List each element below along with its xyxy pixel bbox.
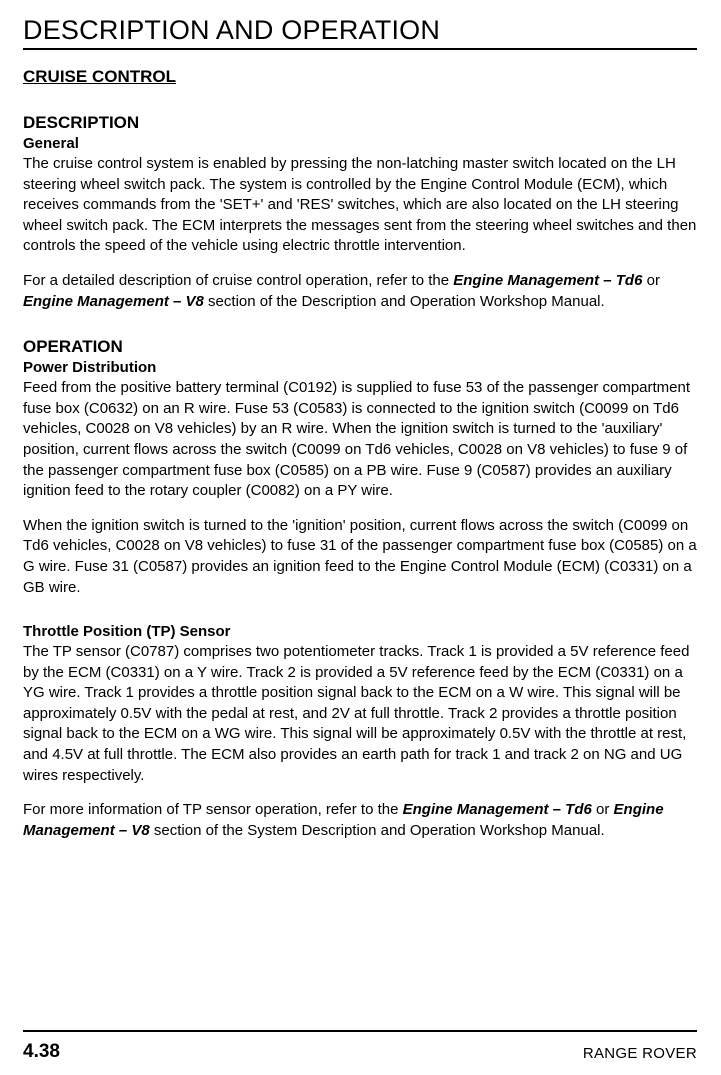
chapter-title: CRUISE CONTROL — [23, 67, 176, 86]
power-distribution-subheading: Power Distribution — [23, 359, 157, 377]
operation-section — [23, 336, 697, 841]
paragraph-text: For more information of TP sensor operation, refer to the — [23, 801, 403, 819]
paragraph-text: For a detailed description of cruise control operation, refer to the — [23, 271, 454, 289]
tp-sensor-paragraph-1: The TP sensor (C0787) comprises two potentiometer tracks. Track 1 is provided a 5V reference feed by the ECM (C0331) on a Y wire. Track 2 is provided a 5V reference feed by the ECM (C0331) on a YG wire. Track 1 provides a throttle position signal back to the ECM on a W wire. This signal will be approximately 0.5V with the pedal at rest, and 2V at full throttle. Track 2 provides a throttle position signal back to the ECM on a WG wire. This signal will be approximately 0.5V with the throttle at rest, and 4.5V at full throttle. The ECM also provides an earth path for track 1 and track 2 on NG and UG wires respectively. — [23, 643, 690, 784]
page-header-title: DESCRIPTION AND OPERATION — [23, 15, 441, 45]
paragraph-text: or — [591, 801, 614, 819]
reference-engine-management-v8: Engine Management – V8 — [23, 801, 664, 839]
description-section — [23, 112, 697, 312]
power-distribution-paragraph-2: When the ignition switch is turned to the 'ignition' position, current flows across the switch (C0099 on Td6 vehicles, C0028 on V8 vehicles) to fuse 31 of the passenger compartment fuse box (C0585) on a G wire. Fuse 31 (C0587) provides an ignition feed to the Engine Control Module (ECM) (C0331) on a GB wire. — [23, 516, 697, 596]
general-paragraph-2 — [23, 271, 697, 312]
tp-sensor-subheading: Throttle Position (TP) Sensor — [23, 623, 231, 641]
description-heading: DESCRIPTION — [23, 113, 140, 132]
header-divider — [23, 48, 697, 50]
paragraph-text: section of the System Description and Operation Workshop Manual. — [149, 821, 605, 839]
page-content — [23, 66, 697, 841]
tp-sensor-paragraph-2 — [23, 800, 697, 841]
reference-engine-management-td6: Engine Management – Td6 — [453, 271, 643, 289]
reference-engine-management-td6: Engine Management – Td6 — [402, 801, 592, 819]
paragraph-text: section of the Description and Operation Workshop Manual. — [203, 292, 605, 310]
page-number: 4.38 — [23, 1041, 60, 1062]
footer-vehicle-model: RANGE ROVER — [582, 1045, 697, 1062]
paragraph-text: or — [642, 271, 660, 289]
general-paragraph-1: The cruise control system is enabled by pressing the non-latching master switch located on the LH steering wheel switch pack. The system is controlled by the Engine Control Module (ECM), which receives commands from the 'SET+' and 'RES' switches, which are also located on the LH steering wheel switch pack. The ECM interprets the messages sent from the steering wheel switches and then controls the speed of the vehicle using electric throttle intervention. — [23, 155, 697, 255]
operation-heading: OPERATION — [23, 337, 123, 357]
power-distribution-paragraph-1: Feed from the positive battery terminal (C0192) is supplied to fuse 53 of the passenger compartment fuse box (C0632) on an R wire. Fuse 53 (C0583) is connected to the ignition switch (C0099 on Td6 vehicles, C0028 on V8 vehicles) by an R wire. When the ignition switch is turned to the 'auxiliary' position, current flows across the switch (C0099 on Td6 vehicles, C0028 on V8 vehicles) to fuse 9 of the passenger compartment fuse box (C0585) on a PB wire. Fuse 9 (C0587) provides an auxiliary ignition feed to the rotary coupler (C0082) on a PY wire. — [23, 379, 691, 500]
manual-page — [23, 0, 697, 1075]
footer-divider — [23, 1030, 697, 1032]
general-subheading: General — [23, 135, 79, 152]
reference-engine-management-v8: Engine Management – V8 — [23, 292, 204, 310]
